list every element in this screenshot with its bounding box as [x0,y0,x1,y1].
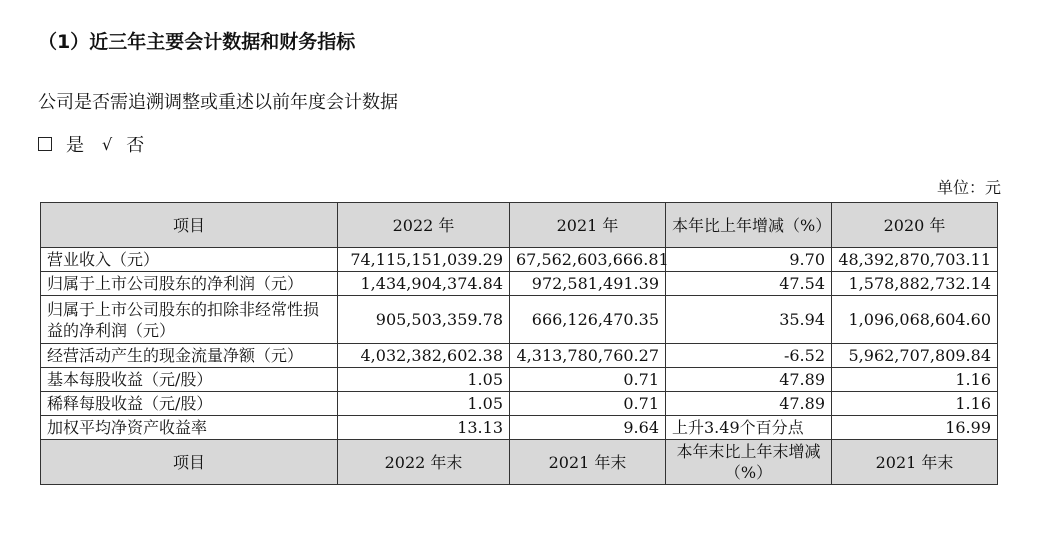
table-row [41,416,998,440]
cell-change: -6.52 [666,344,832,368]
footer-header-change: 本年末比上年末增减（%） [666,440,832,485]
cell-change: 47.54 [666,272,832,296]
table-row [41,344,998,368]
row-label: 经营活动产生的现金流量净额（元） [41,344,338,368]
cell-change: 47.89 [666,368,832,392]
table-row [41,248,998,272]
cell-2022: 13.13 [338,416,510,440]
footer-header-2021-end: 2021 年末 [510,440,666,485]
financial-data-table [40,202,998,485]
cell-2020: 5,962,707,809.84 [832,344,998,368]
cell-2022: 1.05 [338,392,510,416]
table-row [41,368,998,392]
row-label: 归属于上市公司股东的净利润（元） [41,272,338,296]
restatement-question: 公司是否需追溯调整或重述以前年度会计数据 [38,92,398,113]
cell-change: 35.94 [666,296,832,344]
table-row [41,296,998,344]
section-title: （1）近三年主要会计数据和财务指标 [38,31,356,53]
cell-2020: 1.16 [832,392,998,416]
unit-label: 单位：元 [936,178,1001,197]
row-label: 归属于上市公司股东的扣除非经常性损益的净利润（元） [41,296,338,344]
table-row [41,272,998,296]
cell-change: 47.89 [666,392,832,416]
cell-2020: 48,392,870,703.11 [832,248,998,272]
cell-2020: 1.16 [832,368,998,392]
cell-2020: 1,096,068,604.60 [832,296,998,344]
cell-2021: 67,562,603,666.81 [510,248,666,272]
table-row [41,392,998,416]
row-label: 基本每股收益（元/股） [41,368,338,392]
header-change: 本年比上年增减（%） [666,203,832,248]
cell-2022: 74,115,151,039.29 [338,248,510,272]
restatement-answer [38,131,144,157]
cell-2021: 666,126,470.35 [510,296,666,344]
no-label: 否 [126,135,145,156]
cell-2022: 905,503,359.78 [338,296,510,344]
check-mark-icon: √ [102,134,113,154]
header-item: 项目 [41,203,338,248]
empty-checkbox-icon [38,137,52,151]
cell-2021: 4,313,780,760.27 [510,344,666,368]
row-label: 加权平均净资产收益率 [41,416,338,440]
cell-2022: 1,434,904,374.84 [338,272,510,296]
cell-2022: 4,032,382,602.38 [338,344,510,368]
table-footer-header-row [41,440,998,485]
cell-change: 上升3.49个百分点 [666,416,832,440]
footer-header-2022-end: 2022 年末 [338,440,510,485]
header-2022: 2022 年 [338,203,510,248]
header-2021: 2021 年 [510,203,666,248]
cell-2021: 972,581,491.39 [510,272,666,296]
cell-2021: 9.64 [510,416,666,440]
yes-label: 是 [66,135,84,156]
cell-2021: 0.71 [510,368,666,392]
cell-change: 9.70 [666,248,832,272]
row-label: 营业收入（元） [41,248,338,272]
footer-header-item: 项目 [41,440,338,485]
table-header-row [41,203,998,248]
cell-2021: 0.71 [510,392,666,416]
cell-2022: 1.05 [338,368,510,392]
row-label: 稀释每股收益（元/股） [41,392,338,416]
footer-header-2021-end-b: 2021 年末 [832,440,998,485]
cell-2020: 1,578,882,732.14 [832,272,998,296]
header-2020: 2020 年 [832,203,998,248]
cell-2020: 16.99 [832,416,998,440]
